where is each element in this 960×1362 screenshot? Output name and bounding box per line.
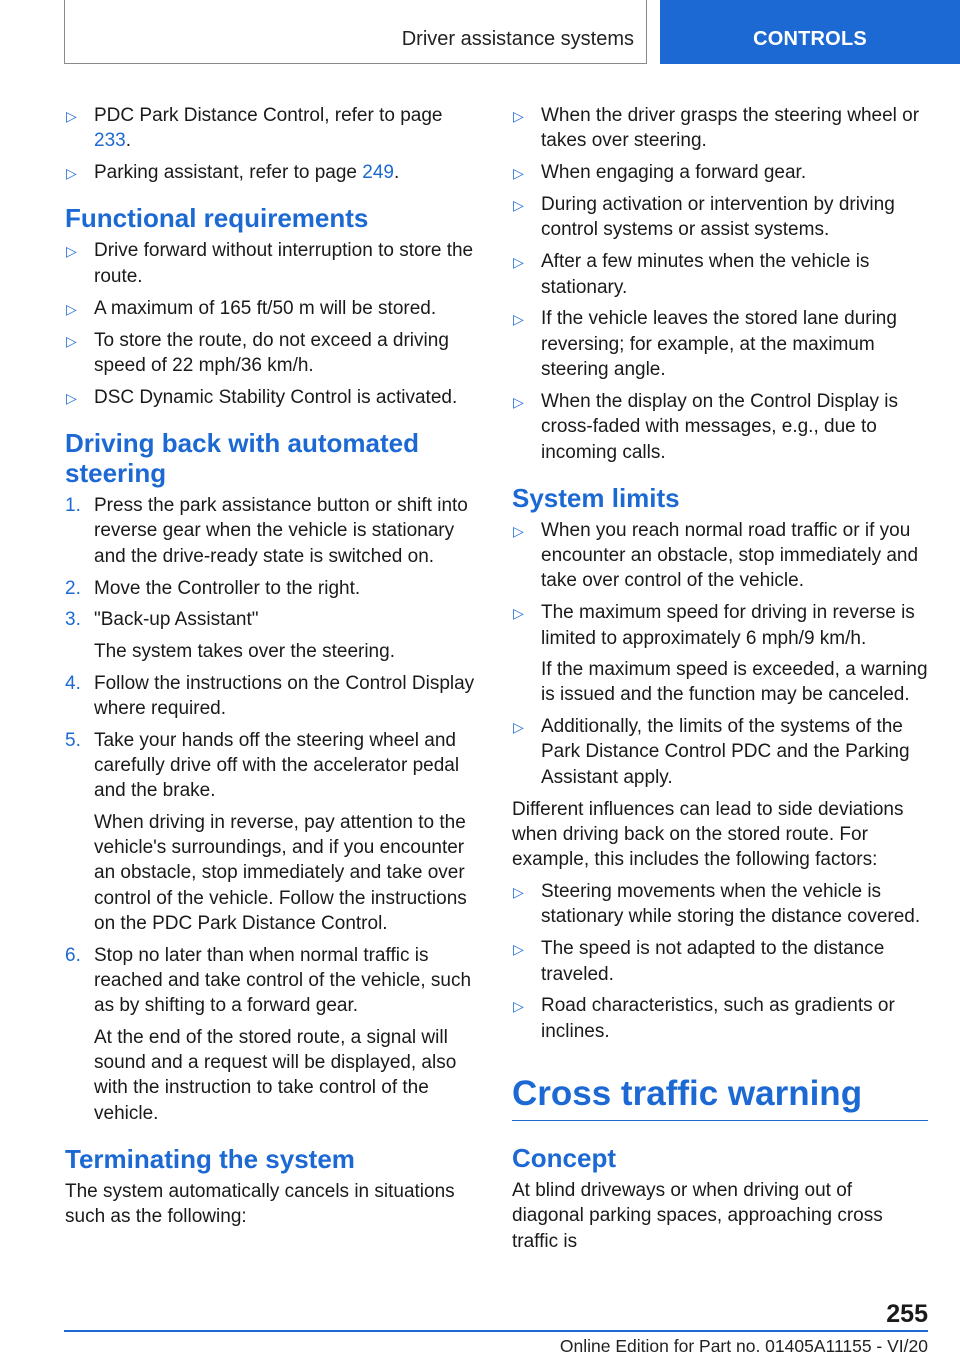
list-item: [512, 879, 928, 930]
triangle-right-icon: ▷: [513, 393, 524, 410]
heading-concept: Concept: [512, 1143, 616, 1174]
header-section-title: Driver assistance systems: [401, 28, 634, 50]
list-item: [512, 993, 928, 1044]
right-column: [512, 103, 928, 1254]
concept-text: At blind driveways or when driving out of diagonal parking spaces, approaching cross traffic is: [512, 1180, 883, 1252]
step-text: Follow the instructions on the Control Display where required.: [94, 672, 475, 719]
triangle-right-icon: ▷: [513, 165, 524, 182]
list-item: [512, 600, 928, 707]
heading-system-limits: System limits: [512, 482, 680, 513]
list-item: [65, 238, 480, 289]
list-item: [512, 714, 928, 790]
step-item: [65, 576, 480, 601]
left-column: [65, 103, 480, 1229]
item-text: When the driver grasps the steering wheel or takes over steering.: [541, 105, 920, 152]
triangle-right-icon: ▷: [513, 941, 524, 958]
header-chapter-title: CONTROLS: [753, 28, 867, 50]
step-subtext: When driving in reverse, pay attention to the vehicle's surroundings, and if you encounter an obstacle, stop immediately and take over control of the vehicle. Follow the instructions on the PDC Park Distance Control.: [94, 811, 467, 934]
triangle-right-icon: ▷: [66, 389, 77, 406]
step-number: 3.: [65, 609, 81, 631]
item-text: Road characteristics, such as gradients or inclines.: [541, 995, 895, 1042]
item-text: When you reach normal road traffic or if you encounter an obstacle, stop immediately and take over control of the vehicle.: [541, 519, 919, 592]
limits-list: [512, 518, 928, 790]
triangle-right-icon: ▷: [66, 300, 77, 317]
item-text: PDC Park Distance Control, refer to page: [94, 105, 443, 126]
step-text: Move the Controller to the right.: [94, 577, 361, 599]
item-text: After a few minutes when the vehicle is stationary.: [541, 251, 870, 298]
list-item: [512, 936, 928, 987]
triangle-right-icon: ▷: [66, 108, 77, 124]
list-item: [512, 306, 928, 382]
list-item: [512, 103, 928, 154]
list-item: [65, 103, 480, 154]
triangle-right-icon: ▷: [66, 332, 77, 349]
step-number: 4.: [65, 672, 81, 694]
page-link-249[interactable]: 249: [362, 162, 394, 184]
step-number: 6.: [65, 944, 81, 966]
triangle-right-icon: ▷: [513, 719, 524, 736]
item-text: To store the route, do not exceed a driving speed of 22 mph/36 km/h.: [94, 329, 449, 376]
item-text: During activation or intervention by driving control systems or assist systems.: [541, 194, 895, 241]
page-number: 255: [886, 1300, 928, 1328]
list-item: [65, 296, 480, 321]
intro-list: [65, 103, 480, 185]
step-number: 1.: [65, 495, 81, 517]
item-text: A maximum of 165 ft/50 m will be stored.: [94, 297, 437, 319]
item-text-end: .: [125, 130, 131, 152]
triangle-right-icon: ▷: [66, 165, 77, 182]
footer-edition: Online Edition for Part no. 01405A11155 - VI/20: [559, 1336, 928, 1356]
limits-paragraph: Different influences can lead to side deviations when driving back on the stored route. For example, this includes the following factors:: [512, 798, 904, 871]
cancel-list: [512, 103, 928, 465]
list-item: [65, 328, 480, 379]
factors-list: [512, 879, 928, 1044]
triangle-right-icon: ▷: [513, 998, 524, 1015]
heading-cross-traffic-warning: Cross traffic warning: [512, 1074, 928, 1121]
step-text: Take your hands off the steering wheel and carefully drive off with the accelerator pedal and the brake.: [94, 729, 460, 802]
step-item: [65, 493, 480, 569]
item-text: If the vehicle leaves the stored lane during reversing; for example, at the maximum steering angle.: [541, 308, 897, 381]
functional-list: [65, 238, 480, 410]
step-number: 2.: [65, 577, 81, 599]
triangle-right-icon: ▷: [66, 243, 77, 260]
step-text: Stop no later than when normal traffic is reached and take control of the vehicle, such as by shifting to a forward gear.: [94, 944, 472, 1017]
step-item: [65, 671, 480, 722]
triangle-right-icon: ▷: [513, 884, 524, 901]
list-item: [512, 389, 928, 465]
header-chapter-tab[interactable]: [660, 0, 960, 64]
item-text: Steering movements when the vehicle is stationary while storing the distance covered.: [541, 881, 921, 928]
item-text: When the display on the Control Display is cross-faded with messages, e.g., due to incoming calls.: [541, 390, 898, 463]
triangle-right-icon: ▷: [513, 197, 524, 214]
triangle-right-icon: ▷: [513, 311, 524, 328]
step-item: [65, 943, 480, 1126]
item-subtext: If the maximum speed is exceeded, a warning is issued and the function may be canceled.: [541, 658, 928, 706]
step-subtext: At the end of the stored route, a signal will sound and a request will be displayed, also with the instruction to take control of the vehicle.: [94, 1026, 457, 1124]
list-item: [512, 160, 928, 185]
step-number: 5.: [65, 729, 81, 751]
triangle-right-icon: ▷: [513, 108, 524, 124]
list-item: [512, 249, 928, 300]
item-text: Additionally, the limits of the systems of the Park Distance Control PDC and the Parking Assistant apply.: [541, 716, 910, 788]
step-text: Press the park assistance button or shift into reverse gear when the vehicle is stationary and the drive-ready state is switched on.: [94, 495, 468, 567]
item-text: The speed is not adapted to the distance traveled.: [541, 938, 885, 985]
list-item: [512, 518, 928, 594]
header-section-box: [64, 0, 647, 64]
steps-list: [65, 493, 480, 1126]
list-item: [65, 385, 480, 410]
item-text-end: .: [393, 162, 400, 184]
triangle-right-icon: ▷: [513, 522, 524, 539]
heading-driving-back: Driving back with automated steering: [65, 428, 419, 489]
item-text: DSC Dynamic Stability Control is activated.: [94, 386, 458, 408]
list-item: [512, 192, 928, 243]
step-item: [65, 607, 480, 664]
item-text: Drive forward without interruption to store the route.: [94, 240, 474, 287]
step-subtext: The system takes over the steering.: [94, 640, 395, 662]
heading-functional-requirements: Functional requirements: [65, 203, 369, 234]
step-item: [65, 728, 480, 936]
footer-divider: [64, 1330, 928, 1332]
heading-terminating: Terminating the system: [65, 1143, 355, 1174]
page-link-233[interactable]: 233: [94, 130, 126, 152]
item-text: When engaging a forward gear.: [541, 162, 807, 184]
triangle-right-icon: ▷: [513, 254, 524, 271]
list-item: [65, 160, 480, 185]
terminating-text: The system automatically cancels in situations such as the following:: [65, 1180, 455, 1228]
item-text: Parking assistant, refer to page: [94, 162, 363, 184]
triangle-right-icon: ▷: [513, 605, 524, 622]
item-text: The maximum speed for driving in reverse is limited to approximately 6 mph/9 km/h.: [541, 602, 915, 649]
step-text: "Back-up Assistant": [94, 609, 259, 631]
